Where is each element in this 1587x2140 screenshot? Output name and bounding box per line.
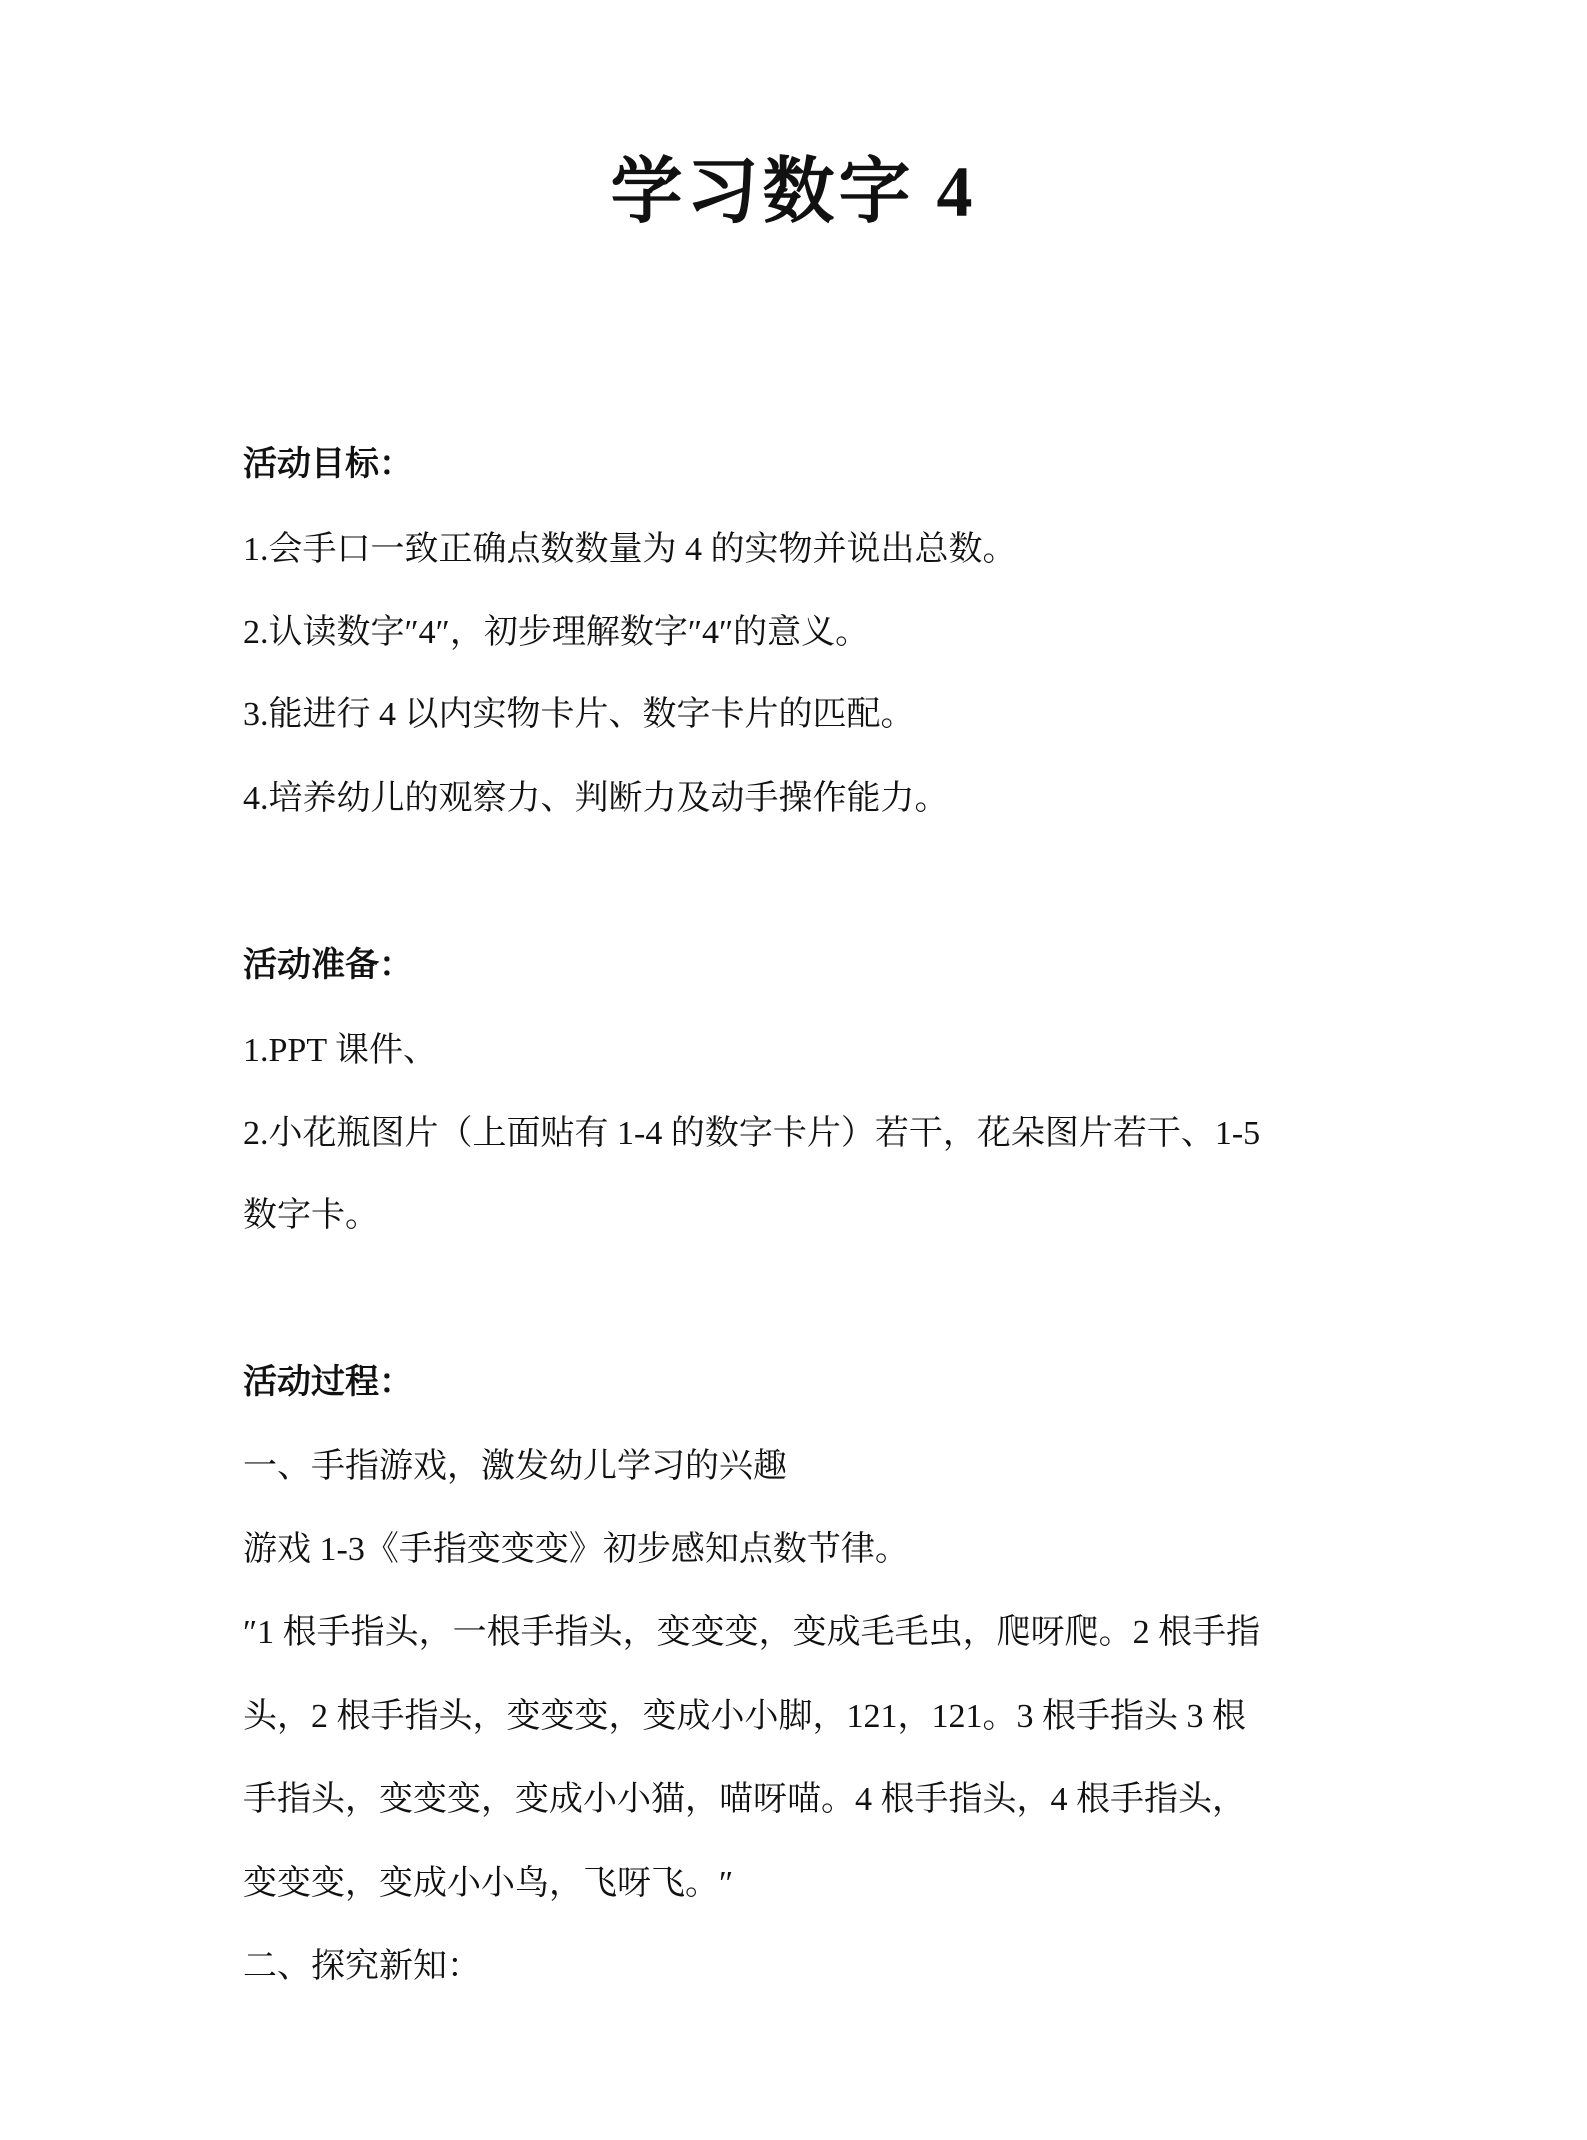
process-line: 一、手指游戏，激发幼儿学习的兴趣: [243, 1448, 787, 1485]
preparation-line: 2.小花瓶图片（上面贴有 1-4 的数字卡片）若干，花朵图片若干、1-5: [243, 1115, 1261, 1152]
goal-line: 1.会手口一致正确点数数量为 4 的实物并说出总数。: [243, 531, 1017, 568]
preparation-line: 数字卡。: [243, 1197, 379, 1234]
section-heading-process: 活动过程：: [243, 1364, 413, 1401]
goal-line: 2.认读数字″4″，初步理解数字″4″的意义。: [243, 614, 870, 651]
process-line: 二、探究新知：: [243, 1948, 481, 1985]
section-heading-goals: 活动目标：: [243, 446, 413, 483]
preparation-line: 1.PPT 课件、: [243, 1032, 437, 1069]
process-line: 游戏 1-3《手指变变变》初步感知点数节律。: [243, 1531, 909, 1568]
process-line: 变变变，变成小小鸟，飞呀飞。″: [243, 1865, 734, 1902]
process-line: ″1 根手指头，一根手指头，变变变，变成毛毛虫，爬呀爬。2 根手指: [243, 1614, 1261, 1651]
process-line: 头，2 根手指头，变变变，变成小小脚，121，121。3 根手指头 3 根: [243, 1698, 1246, 1735]
document-title: 学习数字 4: [610, 152, 977, 232]
goal-line: 4.培养幼儿的观察力、判断力及动手操作能力。: [243, 780, 949, 817]
goal-line: 3.能进行 4 以内实物卡片、数字卡片的匹配。: [243, 696, 915, 733]
section-heading-preparation: 活动准备：: [243, 947, 413, 984]
process-line: 手指头，变变变，变成小小猫，喵呀喵。4 根手指头，4 根手指头，: [243, 1781, 1246, 1818]
